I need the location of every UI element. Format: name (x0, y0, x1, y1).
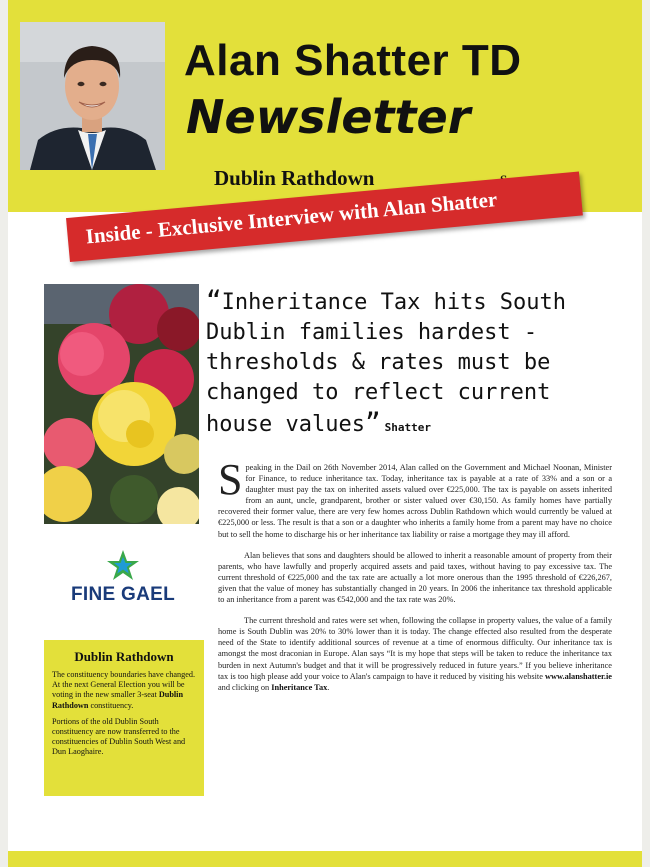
footer-strip (8, 851, 642, 867)
article-paragraph-3-text: The current threshold and rates were set when, following the collapse in property values, the value of a family home is South Dublin was 20% to 30% lower than it is today. The change effected also resulted from the desperate need of the State to identify additional sources of revenue at a time of enormous difficulty. Our inheritance tax is amongst the most draconian in Europe. Alan says “It is my hope that steps will be taken to reduce the inheritance tax burden in next Autumn's budget and that it will be progressively reduced in future years.” If you believe inheritance tax is too high please add your voice to Alan's campaign to have it reduced by visiting his website (218, 616, 612, 681)
sidebox-title: Dublin Rathdown (74, 649, 174, 664)
article-headline (206, 286, 626, 443)
article-paragraph-3-middle: and clicking on (218, 682, 272, 692)
drop-cap: S (218, 455, 243, 504)
article-paragraph-3 (218, 615, 612, 693)
flower-photo (44, 284, 199, 524)
article-paragraph-1 (218, 455, 612, 540)
sidebox-paragraph-1 (52, 670, 196, 711)
sidebox-paragraph-2: Portions of the old Dublin South constituency are now transferred to the constituencies of Dublin South West and Dun Laoghaire. (52, 716, 186, 757)
sidebox-paragraph-1-text: The constituency boundaries have changed. At the next General Election you will be voting in the new smaller 3-seat (52, 670, 196, 700)
article-body (218, 455, 612, 703)
article-paragraph-1-text: peaking in the Dail on 26th November 2014, Alan called on the Government and Michael Noonan, Minister for Finance, to reduce inheritance tax. Today, inheritance tax is payable at a rate of 33% and a son or a daughter must pay the tax on inherited assets valued over €225,000. The tax is payable on assets inherited from an aunt, uncle, grandparent, brother or sister valued over €30,150. As family homes have partially recovered their former value, there are very few homes across Dublin Rathdown which would currently be valued at €225,000 or less. The result is that a son or a daughter who inherits a family home from a parent may have no choice but to sell the home to discharge his or her inheritance tax liability or raise a mortgage they may ill afford. (218, 463, 612, 539)
article-paragraph-2: Alan believes that sons and daughters should be allowed to inherit a reasonable amount of property from their parents, who have lawfully and properly acquired assets and paid taxes, without having to pay excessive tax. The current threshold of €225,000 and the tax rate are actually a lot more onerous than the 1995 threshold of €226,267, given that the value of money has substantially changed in 20 years. In 2006 the inheritance tax threshold applicable to an inheritance from a parent was €542,000 and the tax rate was 20%. (218, 550, 612, 605)
newsletter-title: Newsletter (186, 90, 471, 144)
banner-text: Inside - Exclusive Interview with Alan Shatter (84, 187, 499, 249)
begonia-illustration (44, 284, 199, 524)
fine-gael-logo (58, 548, 188, 612)
constituency-info-box (44, 640, 204, 796)
constituency-label: Dublin Rathdown (214, 166, 375, 190)
inheritance-tax-link[interactable]: Inheritance Tax (271, 682, 328, 692)
star-icon (58, 548, 188, 584)
newsletter-page (8, 0, 642, 867)
headline-attribution: Shatter (384, 421, 431, 434)
logo-text: FINE GAEL (70, 584, 176, 605)
sidebox-paragraph-1-end: constituency. (88, 700, 134, 710)
portrait-photo (20, 22, 165, 170)
article-paragraph-3-end: . (327, 682, 330, 692)
website-link[interactable]: www.alanshatter.ie (545, 671, 612, 681)
headline-open-quote: “ (206, 286, 222, 316)
portrait-illustration (20, 22, 165, 170)
headline-text: Inheritance Tax hits South Dublin families hardest - thresholds & rates must be changed to reflect current house values (206, 290, 567, 437)
newsletter-title-name: Alan Shatter TD (184, 36, 522, 85)
headline-close-quote: ” (364, 408, 381, 438)
sidebox-constituency-name: Dublin Rathdown (52, 690, 183, 710)
